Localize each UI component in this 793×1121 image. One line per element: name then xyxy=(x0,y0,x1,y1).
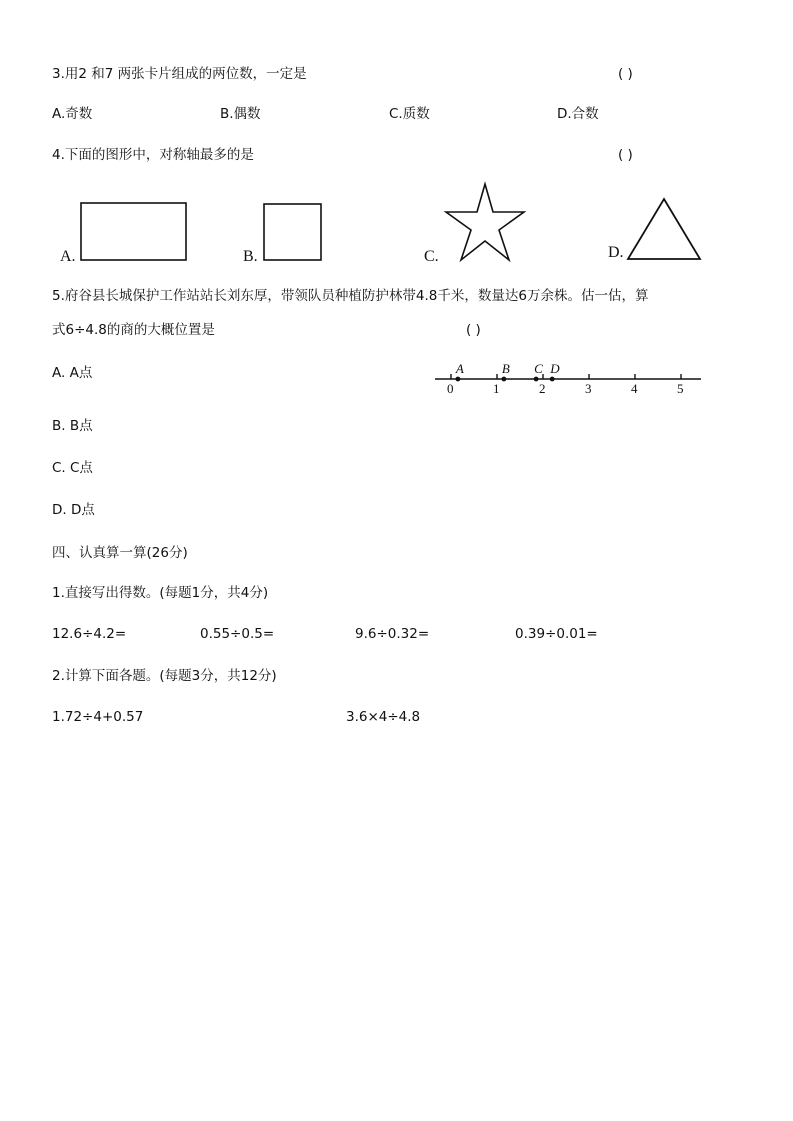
s4-q2-item-1: 1.72÷4+0.57 xyxy=(52,709,144,725)
s4-q1-stem: 1.直接写出得数。(每题1分，共4分) xyxy=(52,585,269,601)
shape-label-c: C. xyxy=(424,248,439,265)
number-line-point-label: A xyxy=(455,361,464,376)
s4-q1-item-2: 0.55÷0.5= xyxy=(200,626,275,642)
q5-stem-line2: 式6÷4.8的商的大概位置是 xyxy=(52,322,215,338)
s4-q1-item-4: 0.39÷0.01= xyxy=(515,626,598,642)
shape-label-d: D. xyxy=(608,244,624,261)
square-shape xyxy=(264,204,321,260)
number-line-point xyxy=(534,377,539,382)
number-line-figure xyxy=(425,355,715,400)
number-line-tick-label: 4 xyxy=(631,381,638,396)
star-shape xyxy=(446,184,524,260)
q4-answer-paren: ( ) xyxy=(618,147,633,163)
shape-label-a: A. xyxy=(60,248,76,265)
q5-option-b: B. B点 xyxy=(52,418,93,434)
number-line-tick-label: 3 xyxy=(585,381,592,396)
q5-stem-line1: 5.府谷县长城保护工作站站长刘东厚，带领队员种植防护林带4.8千米，数量达6万余株。估一估，算 xyxy=(52,288,649,304)
rectangle-shape xyxy=(81,203,186,260)
q3-answer-paren: ( ) xyxy=(618,66,633,82)
number-line-tick-label: 0 xyxy=(447,381,454,396)
number-line-tick-label: 2 xyxy=(539,381,546,396)
s4-q1-item-1: 12.6÷4.2= xyxy=(52,626,127,642)
number-line-tick-label: 1 xyxy=(493,381,500,396)
triangle-shape xyxy=(628,199,700,259)
q5-answer-paren: ( ) xyxy=(466,322,481,338)
q3-option-d: D.合数 xyxy=(557,106,599,122)
q3-option-b: B.偶数 xyxy=(220,106,261,122)
s4-q1-item-3: 9.6÷0.32= xyxy=(355,626,430,642)
number-line-point-label: C xyxy=(534,361,543,376)
number-line-point xyxy=(550,377,555,382)
q5-option-c: C. C点 xyxy=(52,460,93,476)
q4-shapes-figure xyxy=(0,175,793,270)
number-line-point-label: B xyxy=(501,361,510,376)
number-line-point xyxy=(456,377,461,382)
q3-option-c: C.质数 xyxy=(389,106,430,122)
number-line-point-label: D xyxy=(550,361,560,376)
s4-q2-item-2: 3.6×4÷4.8 xyxy=(346,709,421,725)
q3-stem: 3.用2 和7 两张卡片组成的两位数，一定是 xyxy=(52,66,307,82)
q5-option-a: A. A点 xyxy=(52,365,93,381)
q3-option-a: A.奇数 xyxy=(52,106,93,122)
q5-option-d: D. D点 xyxy=(52,502,95,518)
q4-stem: 4.下面的图形中，对称轴最多的是 xyxy=(52,147,254,163)
section4-title: 四、认真算一算(26分) xyxy=(52,545,188,561)
number-line-point xyxy=(502,377,507,382)
s4-q2-stem: 2.计算下面各题。(每题3分，共12分) xyxy=(52,668,277,684)
shape-label-b: B. xyxy=(243,248,258,265)
number-line-tick-label: 5 xyxy=(677,381,684,396)
